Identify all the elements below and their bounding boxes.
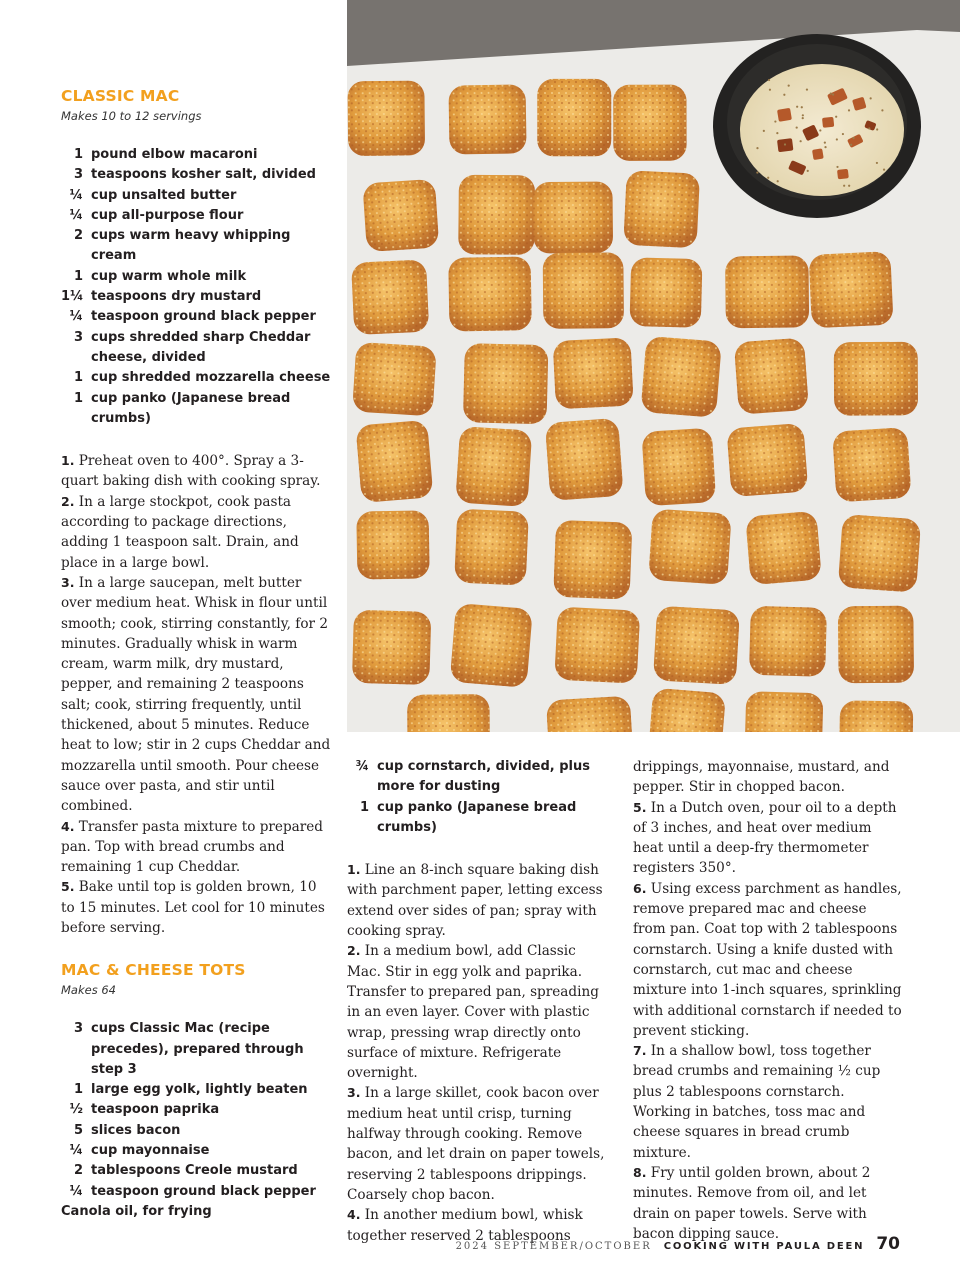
ingredient-quantity: 1 [73, 370, 83, 386]
issue-date: 2024 SEPTEMBER/OCTOBER [455, 1241, 652, 1252]
pepper-speck [842, 133, 844, 135]
instruction-step [347, 1083, 609, 1205]
pepper-speck [769, 89, 771, 91]
pepper-speck [801, 106, 803, 108]
ingredient-quantity: ¼ [69, 1143, 83, 1159]
ingredient-text: cups warm heavy whipping cream [91, 228, 291, 264]
tot-crumb-texture [448, 257, 532, 332]
ingredient-text: large egg yolk, lightly beaten [91, 1082, 308, 1098]
instruction-step [347, 941, 609, 1083]
classic-mac-title: CLASSIC MAC [61, 87, 180, 105]
tot-crumb-texture [613, 85, 686, 161]
instruction-step [61, 817, 333, 878]
pepper-speck [832, 93, 834, 95]
tot-crumb-texture [629, 257, 702, 327]
step-text: In another medium bowl, whisk together reserved 2 tablespoons [347, 1207, 583, 1244]
step-number: 5. [61, 879, 75, 895]
tot-crumb-texture [347, 81, 425, 156]
pepper-speck [881, 109, 883, 111]
tot-crumb-texture [352, 610, 431, 685]
ingredient-text: teaspoon ground black pepper [91, 309, 316, 325]
ingredient-quantity: 1 [73, 1082, 83, 1098]
pepper-speck [843, 185, 845, 187]
pepper-speck [819, 129, 821, 131]
instruction-step [633, 1041, 903, 1163]
instruction-step [633, 798, 903, 879]
tot-crumb-texture [407, 694, 490, 732]
tot-crumb-texture [838, 606, 914, 684]
tot-crumb-texture [546, 696, 634, 732]
tots-yield: Makes 64 [61, 983, 116, 998]
tot-crumb-texture [809, 251, 894, 328]
pepper-speck [756, 147, 758, 149]
tots-ingredient-list-continued [347, 757, 609, 838]
ingredient-quantity: 1 [359, 799, 369, 815]
ingredient-quantity: 3 [73, 167, 83, 183]
ingredient-text: cup cornstarch, divided, plus more for dusting [377, 759, 590, 795]
pepper-speck [824, 142, 826, 144]
ingredient-item [61, 186, 333, 206]
pepper-speck [848, 185, 850, 187]
instruction-step [61, 451, 333, 492]
pepper-speck [777, 180, 779, 182]
right-column [633, 757, 903, 1244]
ingredient-quantity: ¼ [69, 207, 83, 223]
tot-crumb-texture [553, 520, 632, 600]
tots-illustration [347, 0, 960, 732]
tots-steps-part1 [347, 860, 609, 1246]
pepper-speck [783, 94, 785, 96]
tot-crumb-texture [545, 418, 624, 501]
ingredient-item [61, 328, 333, 369]
ingredient-text: cup mayonnaise [91, 1143, 210, 1159]
step-text: In a large stockpot, cook pasta according to package directions, adding 1 teaspoon salt. Drain, and place in a large bowl. [61, 493, 299, 571]
pepper-speck [796, 106, 798, 108]
ingredient-quantity: 1 [73, 390, 83, 406]
magazine-name: COOKING WITH PAULA DEEN [663, 1241, 865, 1252]
ingredient-text: cup shredded mozzarella cheese [91, 370, 331, 386]
pepper-speck [883, 168, 885, 170]
step-number: 3. [61, 574, 75, 590]
ingredient-item [61, 165, 333, 185]
middle-column [347, 757, 609, 1246]
tots-title: MAC & CHEESE TOTS [61, 961, 246, 980]
step-number: 3. [347, 1085, 361, 1101]
tot-crumb-texture [362, 179, 439, 252]
tot-crumb-texture [749, 606, 827, 677]
ingredient-item [61, 368, 333, 388]
step-number: 4. [61, 818, 75, 834]
step-number: 8. [633, 1164, 647, 1180]
step-number: 1. [61, 453, 75, 469]
ingredient-item [61, 287, 333, 307]
pepper-speck [756, 171, 758, 173]
tot-crumb-texture [356, 510, 429, 579]
pepper-speck [802, 117, 804, 119]
pepper-speck [876, 162, 878, 164]
tot-crumb-texture [745, 511, 822, 585]
instruction-step [61, 492, 333, 573]
ingredient-text: slices bacon [91, 1122, 181, 1138]
classic-mac-yield: Makes 10 to 12 servings [61, 109, 202, 123]
instruction-step [61, 877, 333, 938]
pepper-speck [776, 132, 778, 134]
ingredient-item [347, 798, 609, 839]
tot-crumb-texture [725, 255, 809, 328]
step-text: In a Dutch oven, pour oil to a depth of 3 inches, and heat over medium heat until a deep-fry thermometer registers 350°. [633, 799, 897, 877]
ingredient-text: cup warm whole milk [91, 268, 247, 284]
tot-crumb-texture [653, 606, 740, 685]
ingredient-item [61, 206, 333, 226]
pepper-speck [830, 93, 832, 95]
tot-crumb-texture [463, 343, 548, 424]
pepper-speck [848, 109, 850, 111]
ingredient-text: cups shredded sharp Cheddar cheese, divided [91, 329, 311, 365]
ingredient-text: teaspoon paprika [91, 1102, 220, 1118]
ingredient-item [347, 757, 609, 798]
step-number: 6. [633, 880, 647, 896]
ingredient-quantity: 1 [73, 147, 83, 162]
pepper-speck [767, 177, 769, 179]
ingredient-item [61, 267, 333, 287]
ingredient-text: cup panko (Japanese bread crumbs) [377, 799, 577, 835]
pepper-speck [788, 85, 790, 87]
ingredient-text: cup panko (Japanese bread crumbs) [91, 390, 291, 426]
ingredient-item [61, 145, 333, 165]
tot-crumb-texture [839, 700, 914, 732]
tot-crumb-texture [352, 342, 437, 416]
tot-crumb-texture [734, 338, 809, 415]
tots-steps-5-8 [633, 798, 903, 1245]
step-text: Line an 8-inch square baking dish with parchment paper, letting excess extend over sides of pan; spray with cooking spray. [347, 862, 603, 940]
pepper-speck [807, 170, 809, 172]
ingredient-text: teaspoon ground black pepper [91, 1183, 316, 1199]
ingredient-quantity: 5 [73, 1122, 83, 1138]
ingredient-item [61, 1121, 333, 1141]
tot-crumb-texture [553, 337, 634, 409]
ingredient-quantity: 3 [73, 1021, 83, 1037]
tot-crumb-texture [554, 607, 640, 684]
ingredient-quantity: ¼ [69, 309, 83, 325]
ingredient-item [61, 1182, 333, 1202]
instruction-step [347, 860, 609, 941]
ingredient-item [61, 226, 333, 267]
instruction-step [633, 1163, 903, 1244]
step-number: 1. [347, 862, 361, 878]
ingredient-quantity: ¾ [355, 759, 369, 774]
tot-crumb-texture [744, 691, 823, 732]
ingredient-item [61, 1019, 333, 1080]
ingredient-quantity: ¼ [69, 187, 83, 203]
step-text: In a large saucepan, melt butter over medium heat. Whisk in flour until smooth; cook, stirring constantly, for 2 minutes. Gradually whisk in warm cream, warm milk, dry mustard, pepper, and remaining 2 teaspoons salt; cook, stirring frequently, until thickened, about 5 minutes. Reduce heat to low; stir in 2 cups Cheddar and mozzarella until smooth. Pour cheese sauce over pasta, and stir until combined. [61, 574, 331, 815]
ingredient-quantity: ½ [69, 1102, 83, 1118]
ingredient-quantity: 2 [73, 228, 83, 244]
pepper-speck [796, 126, 798, 128]
ingredient-item [61, 1080, 333, 1100]
step-text: Transfer pasta mixture to prepared pan. Top with bread crumbs and remaining 1 cup Cheddar. [61, 818, 323, 876]
tot-crumb-texture [834, 342, 918, 416]
tots-oil-ingredient: Canola oil, for frying [61, 1203, 212, 1219]
pepper-speck [763, 130, 765, 132]
ingredient-quantity: 1 [73, 268, 83, 284]
step-number: 7. [633, 1043, 647, 1059]
step-text: Fry until golden brown, about 2 minutes. Remove from oil, and let drain on paper towels. Serve with bacon dipping sauce. [633, 1164, 871, 1242]
ingredient-text: cup all-purpose flour [91, 207, 244, 223]
left-column [61, 86, 333, 1222]
ingredient-text: cup unsalted butter [91, 187, 237, 203]
ingredient-quantity: ¼ [69, 1183, 83, 1199]
dipping-sauce-bowl [713, 34, 921, 218]
step-number: 2. [347, 943, 361, 959]
step-text: Preheat oven to 400°. Spray a 3-quart baking dish with cooking spray. [61, 453, 321, 490]
pepper-speck [850, 144, 852, 146]
bacon-bit [777, 108, 792, 122]
tot-crumb-texture [537, 79, 611, 156]
ingredient-text: cups Classic Mac (recipe precedes), prepared through step 3 [91, 1021, 304, 1077]
ingredient-text: pound elbow macaroni [91, 147, 258, 162]
tot-crumb-texture [543, 252, 624, 329]
bacon-bit [822, 117, 834, 128]
tots-ingredient-list [61, 1019, 333, 1202]
pepper-speck [806, 88, 808, 90]
tot-crumb-texture [647, 688, 726, 732]
ingredient-item [61, 389, 333, 430]
tot-crumb-texture [623, 170, 700, 248]
pepper-speck [876, 128, 878, 130]
pepper-speck [768, 79, 770, 81]
tot-crumb-texture [832, 427, 911, 502]
tot-crumb-texture [838, 514, 921, 593]
step-number: 2. [61, 493, 75, 509]
tot-crumb-texture [450, 603, 533, 688]
step-text: Using excess parchment as handles, remove prepared mac and cheese from pan. Coat top with 2 tablespoons cornstarch. Using a knife dusted with cornstarch, cut mac and cheese mixture into 1-inch squares, sprinkling with additional cornstarch if needed to prevent sticking. [633, 880, 902, 1039]
pepper-speck [774, 120, 776, 122]
pepper-speck [870, 97, 872, 99]
tot-crumb-texture [351, 259, 429, 335]
page-number: 70 [876, 1234, 900, 1254]
ingredient-item [61, 1161, 333, 1181]
step-text: In a large skillet, cook bacon over medium heat until crisp, turning halfway through cooking. Remove bacon, and let drain on paper towels, reserving 2 tablespoons drippings. Coarsely chop bacon. [347, 1085, 605, 1203]
instruction-step [633, 879, 903, 1041]
pepper-speck [802, 114, 804, 116]
pepper-speck [824, 146, 826, 148]
step-text: Bake until top is golden brown, 10 to 15 minutes. Let cool for 10 minutes before serving. [61, 879, 325, 936]
pepper-speck [836, 166, 838, 168]
step-4-continued: drippings, mayonnaise, mustard, and pepper. Stir in chopped bacon. [633, 759, 890, 796]
tot-crumb-texture [641, 336, 722, 418]
step-text: In a medium bowl, add Classic Mac. Stir in egg yolk and paprika. Transfer to prepared pan, spreading in an even layer. Cover with plastic wrap, pressing wrap directly onto surface of mixture. Refrigerate overnight. [347, 943, 599, 1082]
instruction-step [61, 573, 333, 817]
ingredient-item [61, 307, 333, 327]
tots-steps-part2 [633, 757, 903, 1244]
pepper-speck [800, 140, 802, 142]
pepper-speck [836, 138, 838, 140]
tot-crumb-texture [448, 84, 526, 154]
pepper-speck [835, 116, 837, 118]
step-text: In a shallow bowl, toss together bread crumbs and remaining ½ cup plus 2 tablespoons cornstarch. Working in batches, toss mac and cheese squares in bread crumb mixture. [633, 1043, 881, 1161]
tot-crumb-texture [454, 509, 529, 586]
tot-crumb-texture [533, 181, 613, 253]
ingredient-item [61, 1141, 333, 1161]
mac-cheese-tots-photo [347, 0, 960, 732]
tot-crumb-texture [641, 428, 716, 507]
ingredient-text: tablespoons Creole mustard [91, 1163, 298, 1179]
pepper-speck [868, 127, 870, 129]
bacon-bit [837, 169, 849, 180]
tot-crumb-texture [726, 423, 808, 497]
classic-steps [61, 451, 333, 938]
tot-crumb-texture [648, 509, 732, 585]
step-number: 4. [347, 1207, 361, 1223]
page-footer [456, 1234, 900, 1254]
ingredient-text: teaspoons dry mustard [91, 289, 262, 305]
ingredient-quantity: 2 [73, 1163, 83, 1179]
pepper-speck [784, 143, 786, 145]
classic-ingredient-list [61, 145, 333, 429]
ingredient-text: teaspoons kosher salt, divided [91, 167, 316, 183]
tot-crumb-texture [458, 175, 535, 255]
ingredient-item [61, 1100, 333, 1120]
ingredient-quantity: 3 [73, 329, 83, 345]
bacon-bit [812, 148, 824, 160]
pepper-speck [853, 137, 855, 139]
tot-crumb-texture [455, 426, 532, 507]
tot-crumb-texture [355, 420, 433, 503]
ingredient-quantity: 1¼ [61, 289, 84, 305]
step-number: 5. [633, 799, 647, 815]
